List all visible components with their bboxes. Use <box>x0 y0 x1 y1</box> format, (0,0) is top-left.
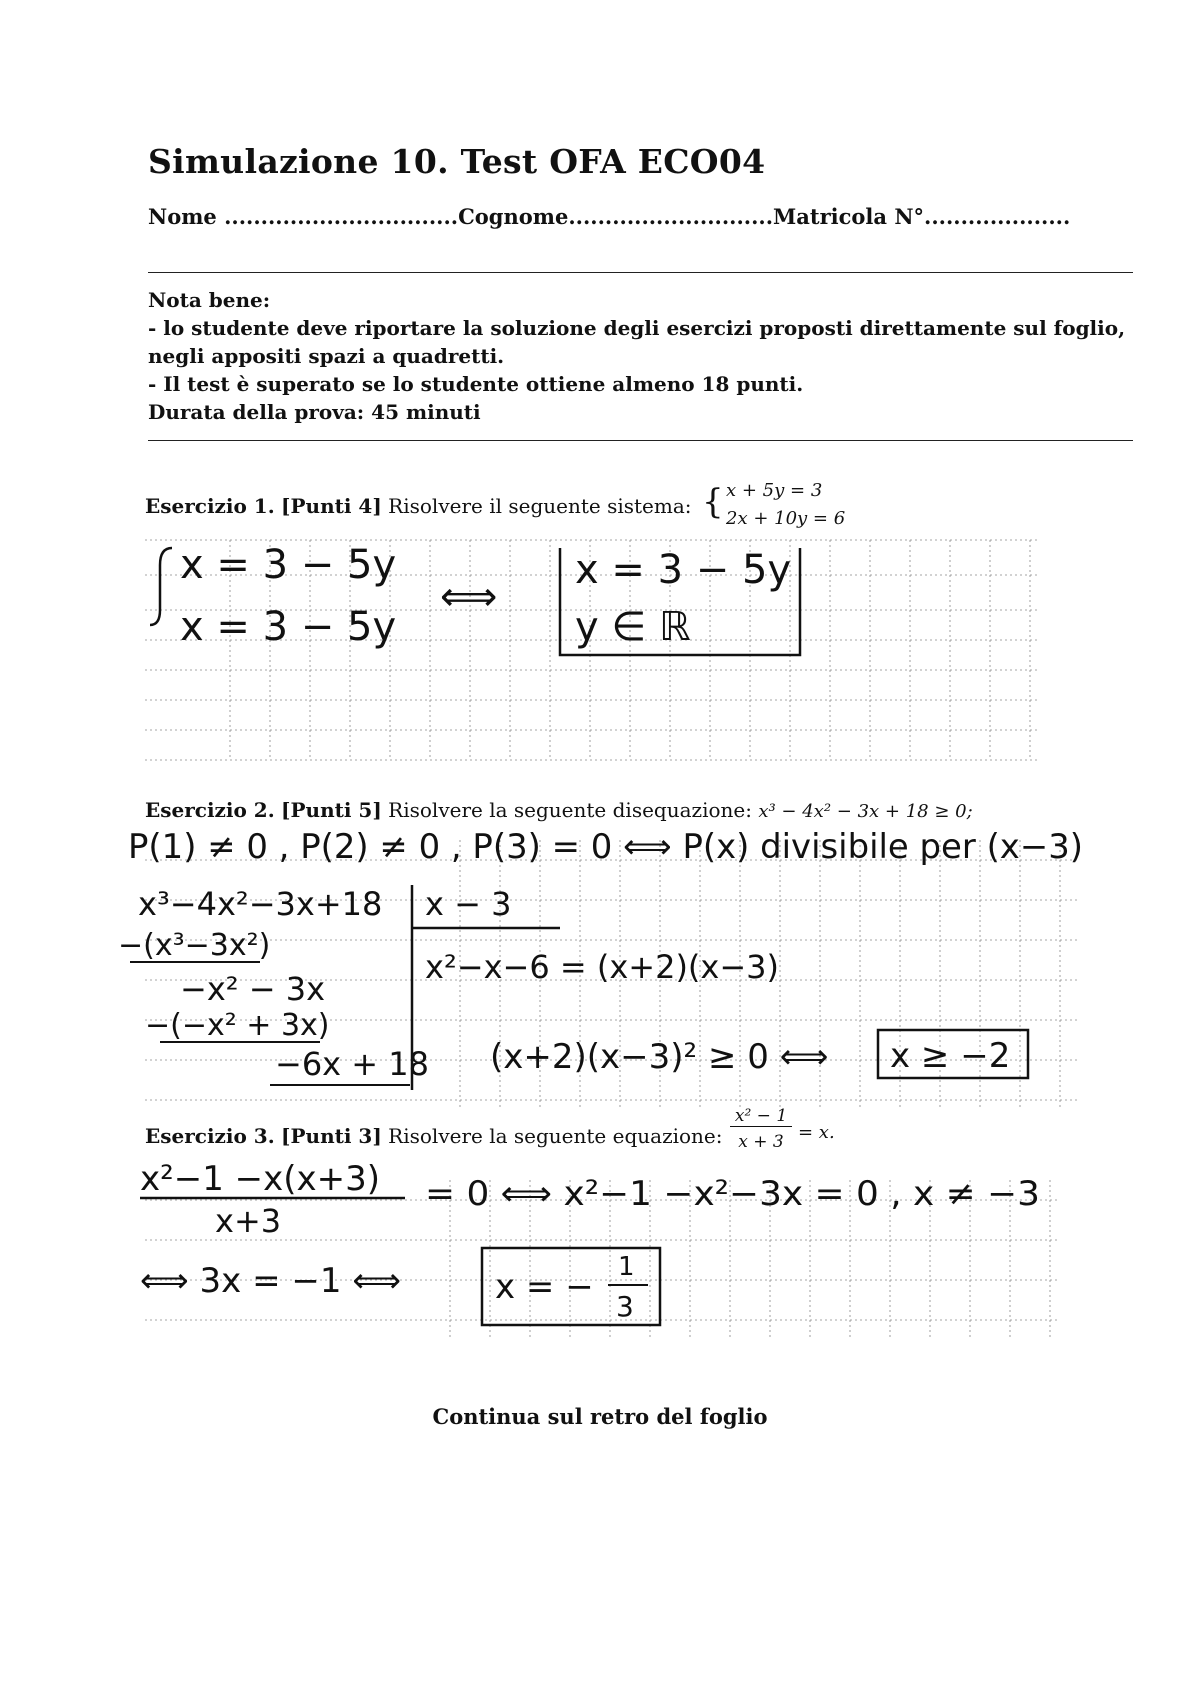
exercise-1-text: Risolvere il seguente sistema: <box>388 494 692 518</box>
exercise-2-math: x³ − 4x² − 3x + 18 ≥ 0; <box>758 801 973 822</box>
note-heading: Nota bene: <box>148 288 271 312</box>
exercise-1-label: Esercizio 1. <box>145 494 275 518</box>
note-line-2: negli appositi spazi a quadretti. <box>148 344 505 368</box>
ex2-quotient: x²−x−6 = (x+2)(x−3) <box>425 948 779 986</box>
exercise-3-numerator: x² − 1 <box>730 1106 792 1127</box>
ex2-answer: x ≥ −2 <box>890 1036 1011 1076</box>
ex2-dividend: x³−4x²−3x+18 <box>138 885 383 923</box>
nome-dots: ................................ <box>216 204 459 229</box>
ex1-line-1: x = 3 − 5y <box>180 542 397 588</box>
ex2-remainder-1: −x² − 3x <box>180 970 326 1008</box>
page-title: Simulazione 10. Test OFA ECO04 <box>148 142 766 181</box>
ex2-solution <box>118 827 1083 1090</box>
ex3-answer-den: 3 <box>616 1290 634 1323</box>
matricola-label: Matricola N° <box>773 204 925 229</box>
ex2-remainder-2: −6x + 18 <box>275 1045 429 1083</box>
ex2-result: (x+2)(x−3)² ≥ 0 ⟺ <box>490 1037 829 1077</box>
ex2-line-1: P(1) ≠ 0 , P(2) ≠ 0 , P(3) = 0 ⟺ P(x) divisibile per (x−3) <box>128 827 1083 867</box>
exercise-3-rhs: = x. <box>798 1122 835 1143</box>
exercise-2-label: Esercizio 2. <box>145 798 275 822</box>
cognome-label: Cognome <box>458 204 569 229</box>
ex1-box-line-2: y ∈ ℝ <box>575 604 691 650</box>
ex3-line-1: = 0 ⟺ x²−1 −x²−3x = 0 , x ≠ −3 <box>425 1174 1040 1214</box>
ex2-divisor: x − 3 <box>425 885 512 923</box>
exercise-3-points: [Punti 3] <box>281 1124 382 1148</box>
footer-continue: Continua sul retro del foglio <box>432 1404 768 1429</box>
ex1-line-2: x = 3 − 5y <box>180 604 397 650</box>
ex3-answer-num: 1 <box>618 1252 635 1282</box>
ex2-subtract-1: −(x³−3x²) <box>118 928 271 963</box>
nome-label: Nome <box>148 204 217 229</box>
exercise-3-denominator: x + 3 <box>738 1132 784 1152</box>
ex3-denominator: x+3 <box>215 1202 282 1240</box>
ex3-numerator: x²−1 −x(x+3) <box>140 1159 381 1199</box>
ex3-answer: x = − <box>495 1267 594 1307</box>
cognome-dots: ............................ <box>568 204 774 229</box>
exercise-2-text: Risolvere la seguente disequazione: <box>388 798 752 822</box>
note-line-3: - Il test è superato se lo studente ottiene almeno 18 punti. <box>148 372 804 396</box>
exercise-2-points: [Punti 5] <box>281 798 382 822</box>
exercise-1-eq-1: x + 5y = 3 <box>726 480 823 501</box>
note-line-1: - lo studente deve riportare la soluzione degli esercizi proposti direttamente sul foglio, <box>148 316 1126 340</box>
exercise-3-text: Risolvere la seguente equazione: <box>388 1124 723 1148</box>
ex2-subtract-2: −(−x² + 3x) <box>145 1008 330 1043</box>
ex1-box-line-1: x = 3 − 5y <box>575 547 792 593</box>
ex3-solution <box>140 1159 1040 1325</box>
exercise-3-label: Esercizio 3. <box>145 1124 275 1148</box>
exercise-1-eq-2: 2x + 10y = 6 <box>726 508 846 529</box>
ex1-arrow: ⟺ <box>440 574 498 620</box>
exercise-1-points: [Punti 4] <box>281 494 382 518</box>
ex1-brace <box>150 548 172 625</box>
ex1-solution <box>150 542 800 655</box>
note-line-4: Durata della prova: 45 minuti <box>148 400 481 424</box>
ex3-line-2: ⟺ 3x = −1 ⟺ <box>140 1261 402 1301</box>
matricola-dots: .................... <box>924 204 1071 229</box>
system-brace: { <box>702 482 724 522</box>
